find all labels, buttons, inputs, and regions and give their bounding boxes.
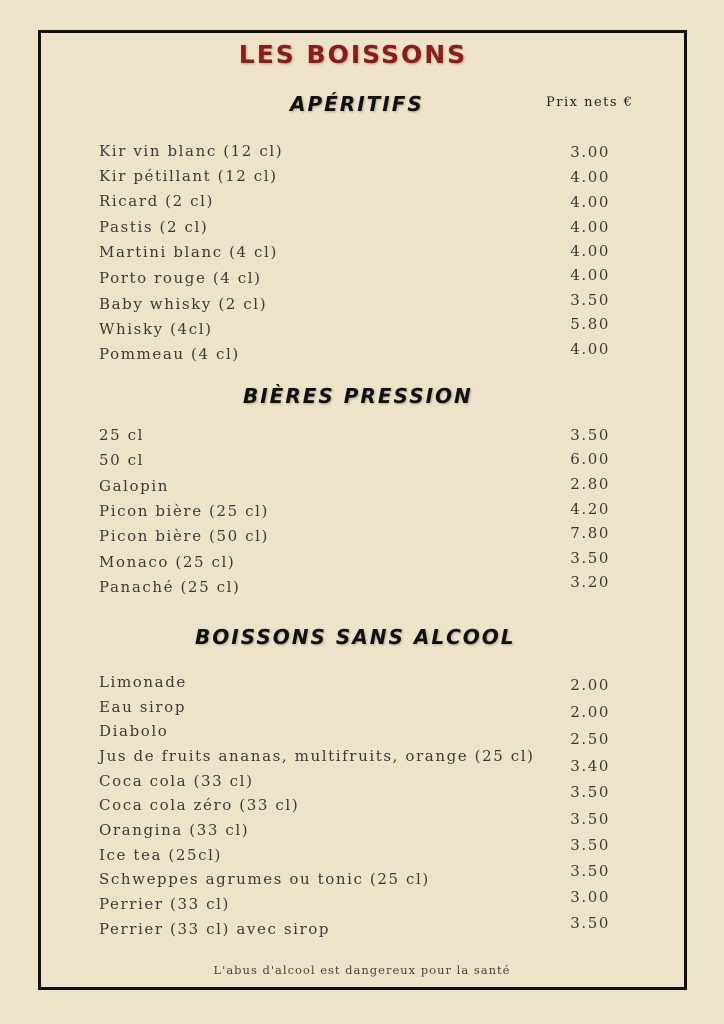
menu-item-price: 4.00 [570,168,610,186]
menu-item-name: Eau sirop [99,698,187,716]
menu-item-price: 7.80 [570,524,610,542]
menu-item-price: 3.50 [570,783,610,801]
menu-item-price: 3.40 [570,757,610,775]
menu-item-name: Limonade [99,673,187,691]
section-bieres-heading: BIÈRES PRESSION [243,384,473,408]
menu-item-name: Coca cola (33 cl) [99,772,254,790]
menu-item-price: 3.50 [570,426,610,444]
menu-item-name: Diabolo [99,722,169,740]
price-label: Prix nets € [546,95,634,110]
menu-item-name: Schweppes agrumes ou tonic (25 cl) [99,870,430,888]
health-warning: L'abus d'alcool est dangereux pour la santé [213,963,511,977]
menu-item-price: 3.00 [570,888,610,906]
menu-item-name: Galopin [99,477,170,495]
menu-item-price: 3.50 [570,836,610,854]
menu-item-name: Kir pétillant (12 cl) [99,167,278,185]
menu-item-price: 3.50 [570,914,610,932]
menu-item-name: Ricard (2 cl) [99,192,214,210]
menu-item-price: 3.20 [570,573,610,591]
menu-item-price: 3.50 [570,291,610,309]
menu-item-name: Kir vin blanc (12 cl) [99,142,284,160]
menu-item-name: Porto rouge (4 cl) [99,269,262,287]
section-sans-alcool-heading: BOISSONS SANS ALCOOL [195,625,516,649]
menu-item-price: 3.00 [570,143,610,161]
menu-item-name: 50 cl [99,451,145,469]
menu-item-name: Perrier (33 cl) [99,895,231,913]
section-aperitifs-heading: APÉRITIFS [290,92,424,116]
menu-item-name: Baby whisky (2 cl) [99,295,268,313]
menu-item-name: Picon bière (25 cl) [99,502,269,520]
menu-item-price: 4.00 [570,193,610,211]
menu-item-name: Panaché (25 cl) [99,578,241,596]
menu-item-price: 3.50 [570,549,610,567]
menu-item-name: Pommeau (4 cl) [99,345,240,363]
menu-item-name: Monaco (25 cl) [99,553,236,571]
menu-title: LES BOISSONS [238,40,468,69]
menu-item-price: 4.00 [570,218,610,236]
menu-item-name: Whisky (4cl) [99,320,213,338]
menu-item-price: 2.00 [570,676,610,694]
menu-item-price: 4.00 [570,266,610,284]
menu-item-name: 25 cl [99,426,145,444]
menu-item-price: 4.00 [570,242,610,260]
menu-item-price: 4.00 [570,340,610,358]
menu-item-name: Martini blanc (4 cl) [99,243,278,261]
menu-item-price: 6.00 [570,450,610,468]
menu-item-name: Perrier (33 cl) avec sirop [99,920,331,938]
menu-item-name: Coca cola zéro (33 cl) [99,796,300,814]
menu-item-price: 4.20 [570,500,610,518]
menu-item-price: 2.00 [570,703,610,721]
menu-item-price: 3.50 [570,810,610,828]
menu-item-name: Ice tea (25cl) [99,846,222,864]
menu-item-price: 3.50 [570,862,610,880]
menu-item-price: 2.50 [570,730,610,748]
menu-item-price: 2.80 [570,475,610,493]
menu-item-name: Picon bière (50 cl) [99,527,269,545]
menu-item-name: Orangina (33 cl) [99,821,250,839]
menu-item-price: 5.80 [570,315,610,333]
menu-item-name: Pastis (2 cl) [99,218,209,236]
menu-item-name: Jus de fruits ananas, multifruits, orange (25 cl) [99,747,535,765]
